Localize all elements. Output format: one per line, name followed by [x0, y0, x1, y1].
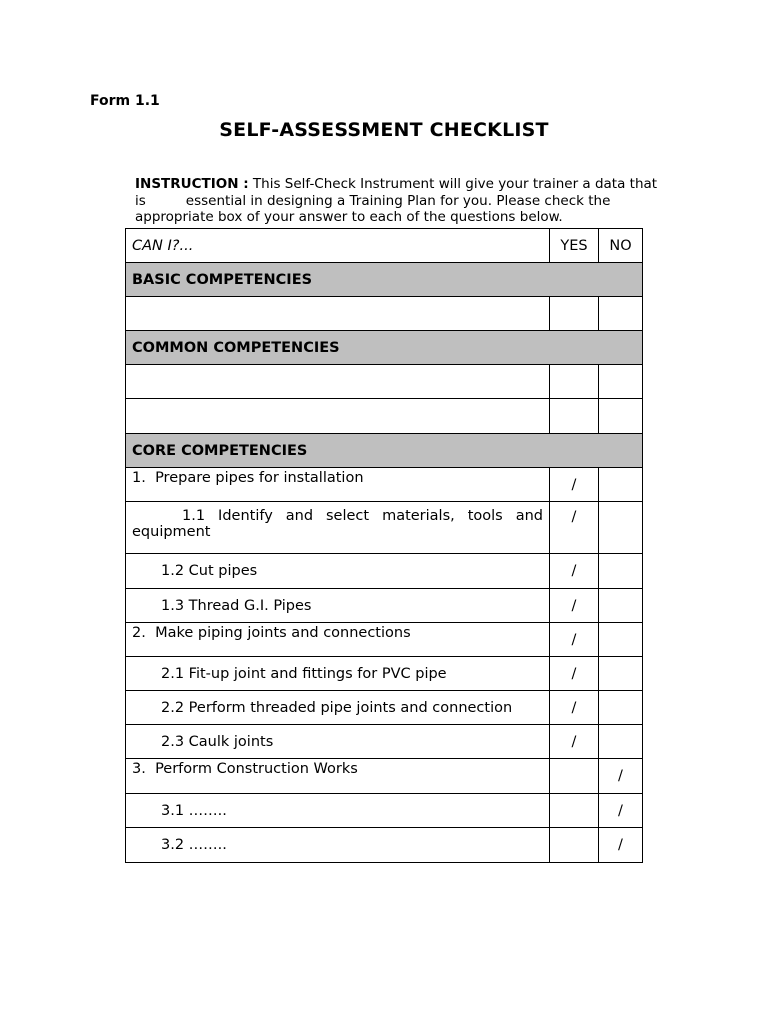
- no-checkbox[interactable]: [599, 502, 643, 554]
- table-row: [126, 623, 643, 657]
- no-checkbox[interactable]: [599, 589, 643, 623]
- no-checkbox[interactable]: /: [599, 794, 643, 828]
- header-no: NO: [599, 229, 643, 263]
- yes-checkbox[interactable]: /: [550, 554, 599, 589]
- empty-cell: [126, 297, 550, 331]
- table-row: [126, 794, 643, 828]
- item-text: 1.2 Cut pipes: [126, 554, 550, 589]
- no-checkbox[interactable]: /: [599, 828, 643, 863]
- table-row-empty: [126, 297, 643, 331]
- item-text: 3.1 ……..: [126, 794, 550, 828]
- yes-checkbox[interactable]: [550, 794, 599, 828]
- instruction-text-line2b: essential in designing a Training Plan for you. Please check the: [185, 192, 611, 209]
- no-checkbox[interactable]: [599, 657, 643, 691]
- table-row: [126, 725, 643, 759]
- item-text: 1.3 Thread G.I. Pipes: [126, 589, 550, 623]
- table-row: [126, 691, 643, 725]
- table-row: [126, 554, 643, 589]
- page-title: SELF-ASSESSMENT CHECKLIST: [219, 119, 549, 141]
- yes-checkbox[interactable]: /: [550, 502, 599, 554]
- table-header-row: [126, 229, 643, 263]
- yes-checkbox[interactable]: [550, 399, 599, 434]
- no-checkbox[interactable]: /: [599, 759, 643, 794]
- section-basic-label: BASIC COMPETENCIES: [126, 263, 643, 297]
- item-number: 3.: [132, 761, 146, 777]
- section-core: [126, 434, 643, 468]
- table-row: [126, 828, 643, 863]
- item-label: Make piping joints and connections: [155, 625, 411, 641]
- instruction-label: INSTRUCTION :: [135, 176, 249, 192]
- item-number: 1.: [132, 470, 146, 486]
- item-text: [126, 468, 550, 502]
- instruction-text-line1: This Self-Check Instrument will give your trainer a data that: [252, 176, 658, 192]
- yes-checkbox[interactable]: /: [550, 468, 599, 502]
- checklist-table: [125, 228, 643, 863]
- no-checkbox[interactable]: [599, 365, 643, 399]
- item-label: Perform Construction Works: [155, 761, 358, 777]
- instruction-text-line2a: is: [135, 192, 146, 209]
- item-text: [126, 759, 550, 794]
- table-row: [126, 589, 643, 623]
- item-text: 2.3 Caulk joints: [126, 725, 550, 759]
- yes-checkbox[interactable]: /: [550, 657, 599, 691]
- yes-checkbox[interactable]: [550, 297, 599, 331]
- section-common-label: COMMON COMPETENCIES: [126, 331, 643, 365]
- section-core-label: CORE COMPETENCIES: [126, 434, 643, 468]
- item-text: 2.1 Fit-up joint and fittings for PVC pipe: [126, 657, 550, 691]
- empty-cell: [126, 399, 550, 434]
- table-row: [126, 657, 643, 691]
- item-text: 2.2 Perform threaded pipe joints and connection: [126, 691, 550, 725]
- yes-checkbox[interactable]: [550, 365, 599, 399]
- header-question: CAN I?...: [126, 229, 550, 263]
- item-number: 2.: [132, 625, 146, 641]
- item-label: 1.1 Identify and select materials, tools and equipment: [132, 508, 543, 540]
- no-checkbox[interactable]: [599, 399, 643, 434]
- item-text: 3.2 ……..: [126, 828, 550, 863]
- yes-checkbox[interactable]: /: [550, 589, 599, 623]
- no-checkbox[interactable]: [599, 554, 643, 589]
- item-text: [126, 502, 550, 554]
- empty-cell: [126, 365, 550, 399]
- no-checkbox[interactable]: [599, 297, 643, 331]
- no-checkbox[interactable]: [599, 623, 643, 657]
- table-row: [126, 759, 643, 794]
- table-row: [126, 468, 643, 502]
- yes-checkbox[interactable]: /: [550, 725, 599, 759]
- no-checkbox[interactable]: [599, 468, 643, 502]
- form-number: Form 1.1: [90, 93, 160, 109]
- table-row-empty: [126, 399, 643, 434]
- item-label: Prepare pipes for installation: [155, 470, 364, 486]
- yes-checkbox[interactable]: /: [550, 623, 599, 657]
- table-row-empty: [126, 365, 643, 399]
- instruction-paragraph: [135, 176, 675, 226]
- yes-checkbox[interactable]: /: [550, 691, 599, 725]
- header-yes: YES: [550, 229, 599, 263]
- no-checkbox[interactable]: [599, 725, 643, 759]
- yes-checkbox[interactable]: [550, 759, 599, 794]
- yes-checkbox[interactable]: [550, 828, 599, 863]
- section-common: [126, 331, 643, 365]
- table-row: [126, 502, 643, 554]
- section-basic: [126, 263, 643, 297]
- item-text: [126, 623, 550, 657]
- instruction-text-line3: appropriate box of your answer to each of the questions below.: [135, 209, 563, 225]
- no-checkbox[interactable]: [599, 691, 643, 725]
